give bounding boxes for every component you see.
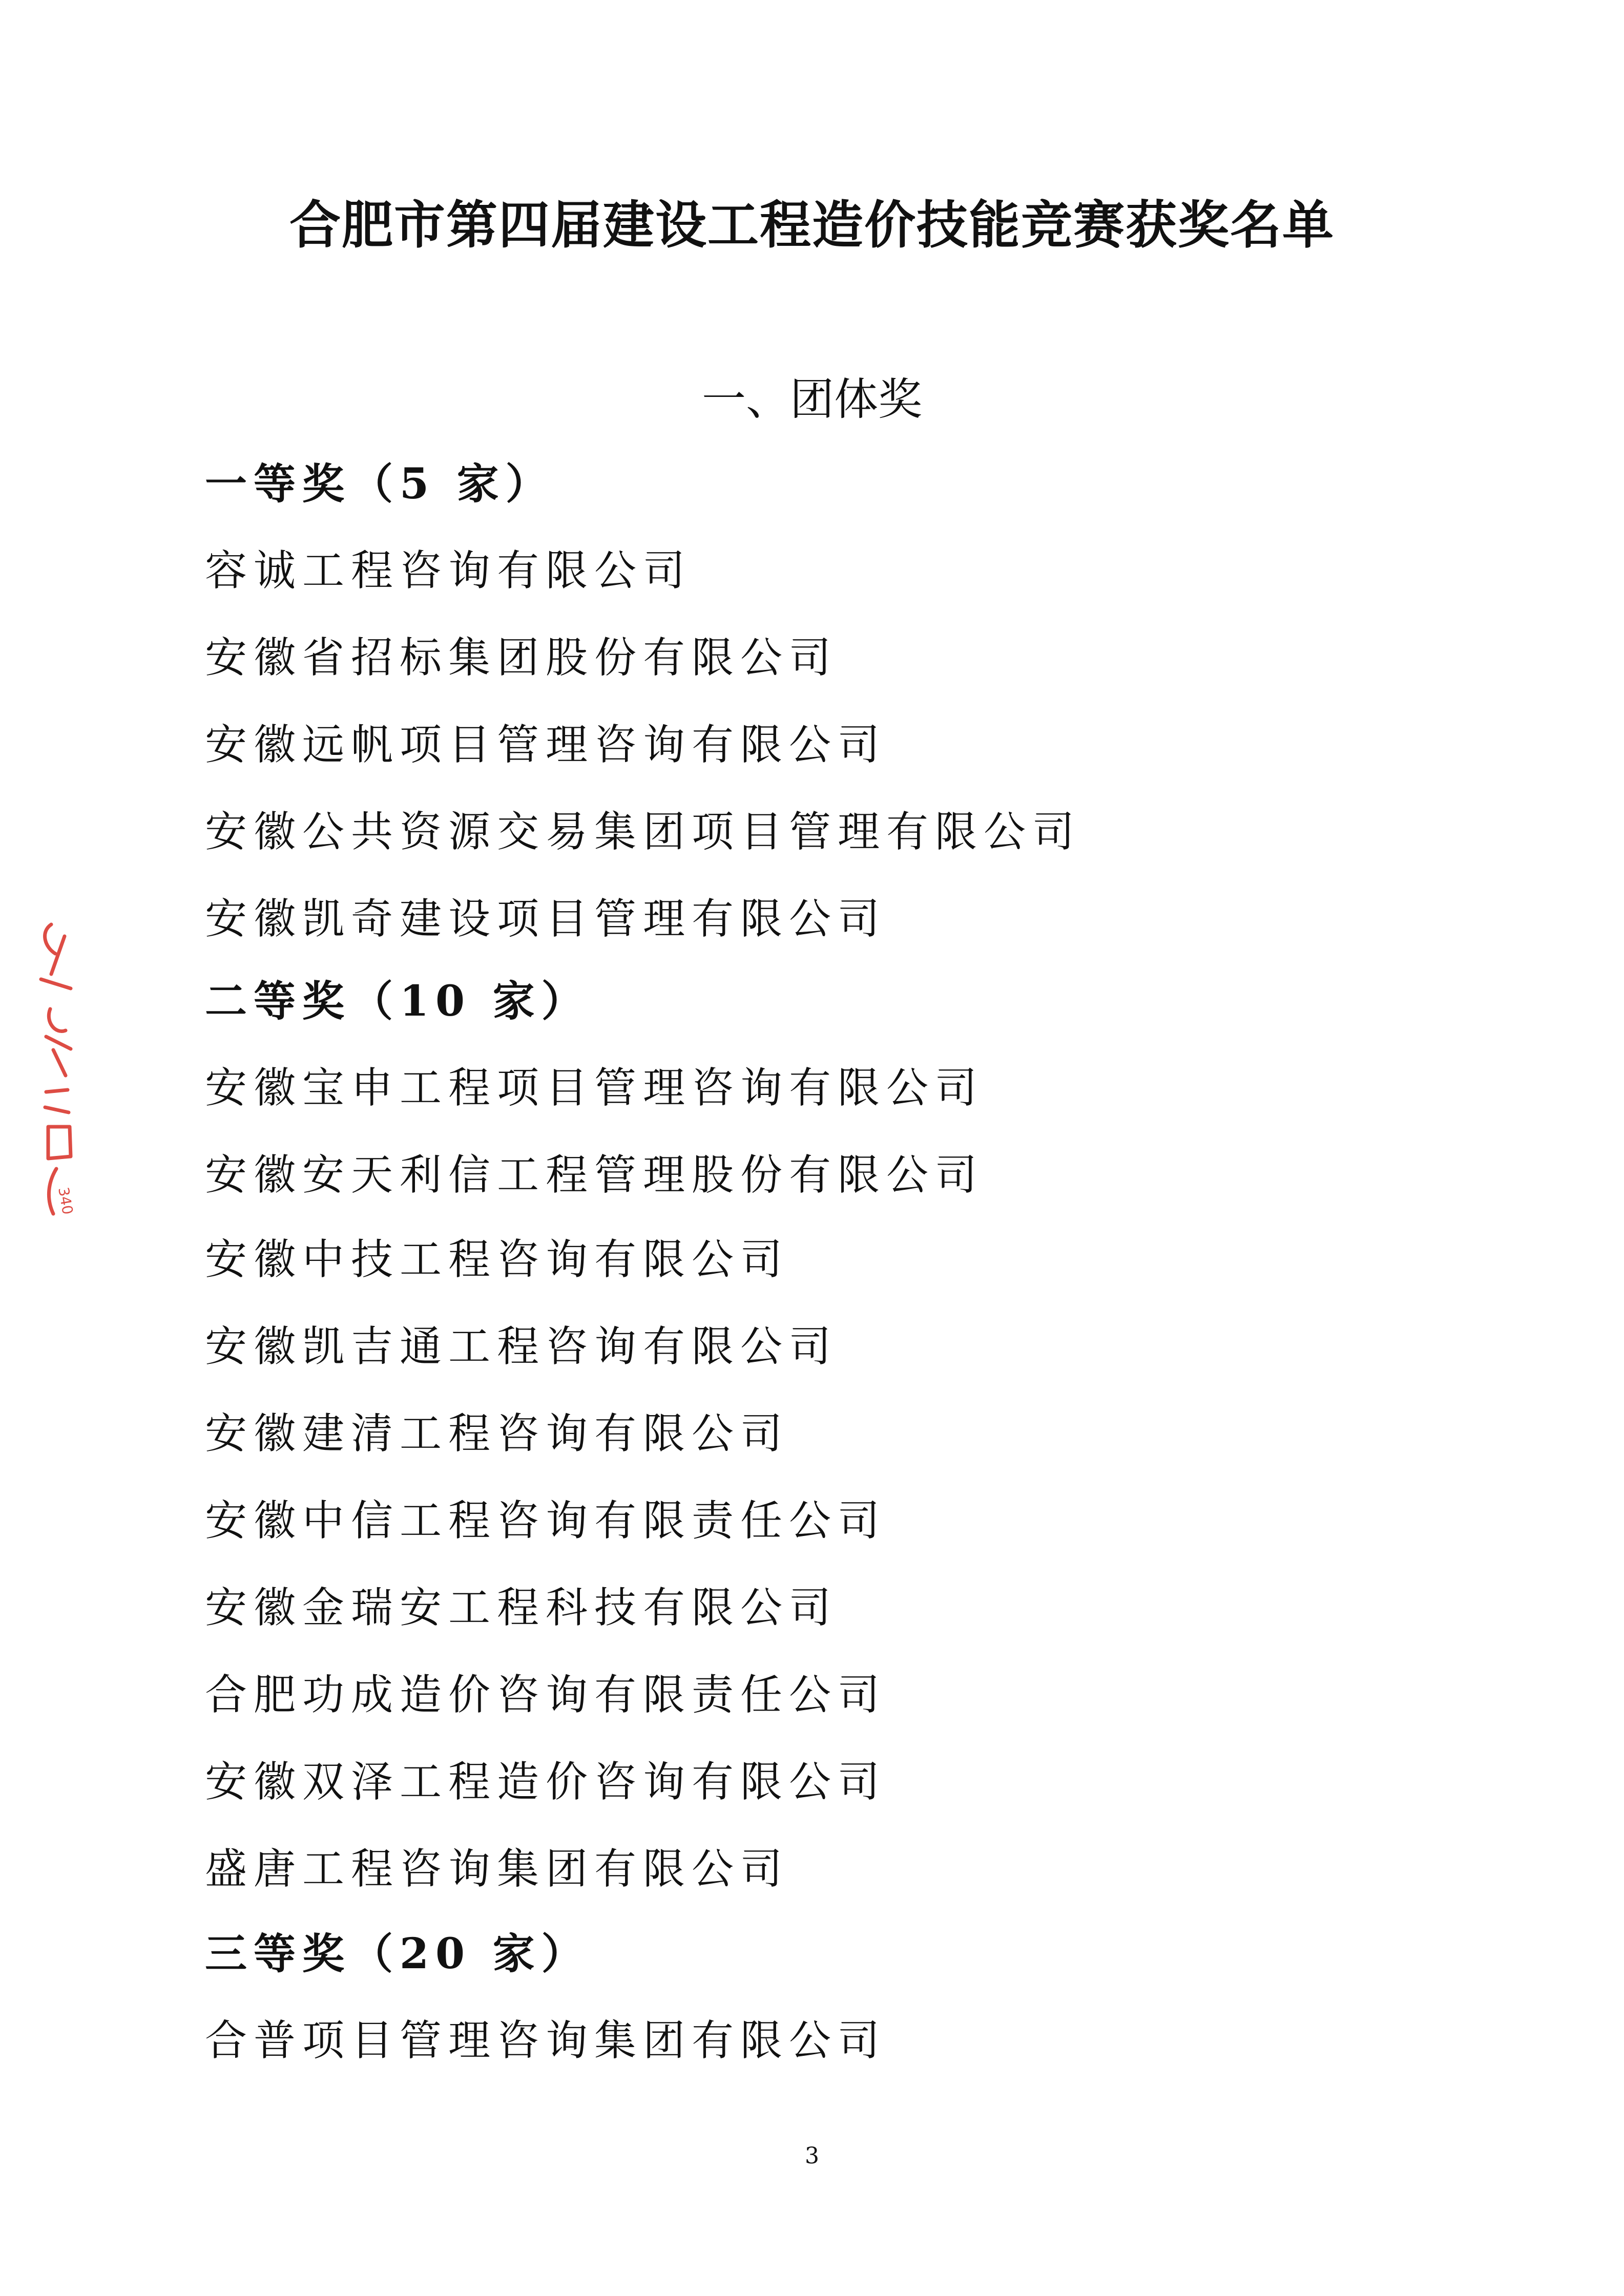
list-item: 安徽安天利信工程管理股份有限公司 <box>205 1151 984 1199</box>
list-item: 安徽建清工程咨询有限公司 <box>205 1409 789 1458</box>
list-item: 安徽省招标集团股份有限公司 <box>205 634 838 682</box>
third-prize-heading: 三等奖（20 家） <box>205 1929 590 1978</box>
section-heading: 一、团体奖 <box>702 374 922 425</box>
list-item: 安徽中技工程咨询有限公司 <box>205 1235 789 1284</box>
list-item: 容诚工程咨询有限公司 <box>205 546 692 595</box>
list-item: 安徽远帆项目管理咨询有限公司 <box>205 721 887 769</box>
second-prize-heading: 二等奖（10 家） <box>205 977 590 1026</box>
list-item: 安徽中信工程咨询有限责任公司 <box>205 1497 887 1545</box>
list-item: 安徽凯吉通工程咨询有限公司 <box>205 1322 838 1371</box>
list-item: 盛唐工程咨询集团有限公司 <box>205 1845 789 1893</box>
list-item: 安徽凯奇建设项目管理有限公司 <box>205 895 887 943</box>
list-item: 合普项目管理咨询集团有限公司 <box>205 2016 887 2065</box>
list-item: 安徽金瑞安工程科技有限公司 <box>205 1584 838 1632</box>
list-item: 安徽宝申工程项目管理咨询有限公司 <box>205 1064 984 1112</box>
list-item: 安徽公共资源交易集团项目管理有限公司 <box>205 808 1081 856</box>
list-item: 合肥功成造价咨询有限责任公司 <box>205 1671 887 1719</box>
document-title: 合肥市第四届建设工程造价技能竞赛获奖名单 <box>289 195 1335 255</box>
list-item: 安徽双泽工程造价咨询有限公司 <box>205 1758 887 1806</box>
page-number: 3 <box>805 2143 819 2169</box>
seal-stamp-icon <box>15 912 87 1219</box>
seal-stamp-number: 340 <box>55 1186 76 1216</box>
first-prize-heading: 一等奖（5 家） <box>205 459 554 509</box>
